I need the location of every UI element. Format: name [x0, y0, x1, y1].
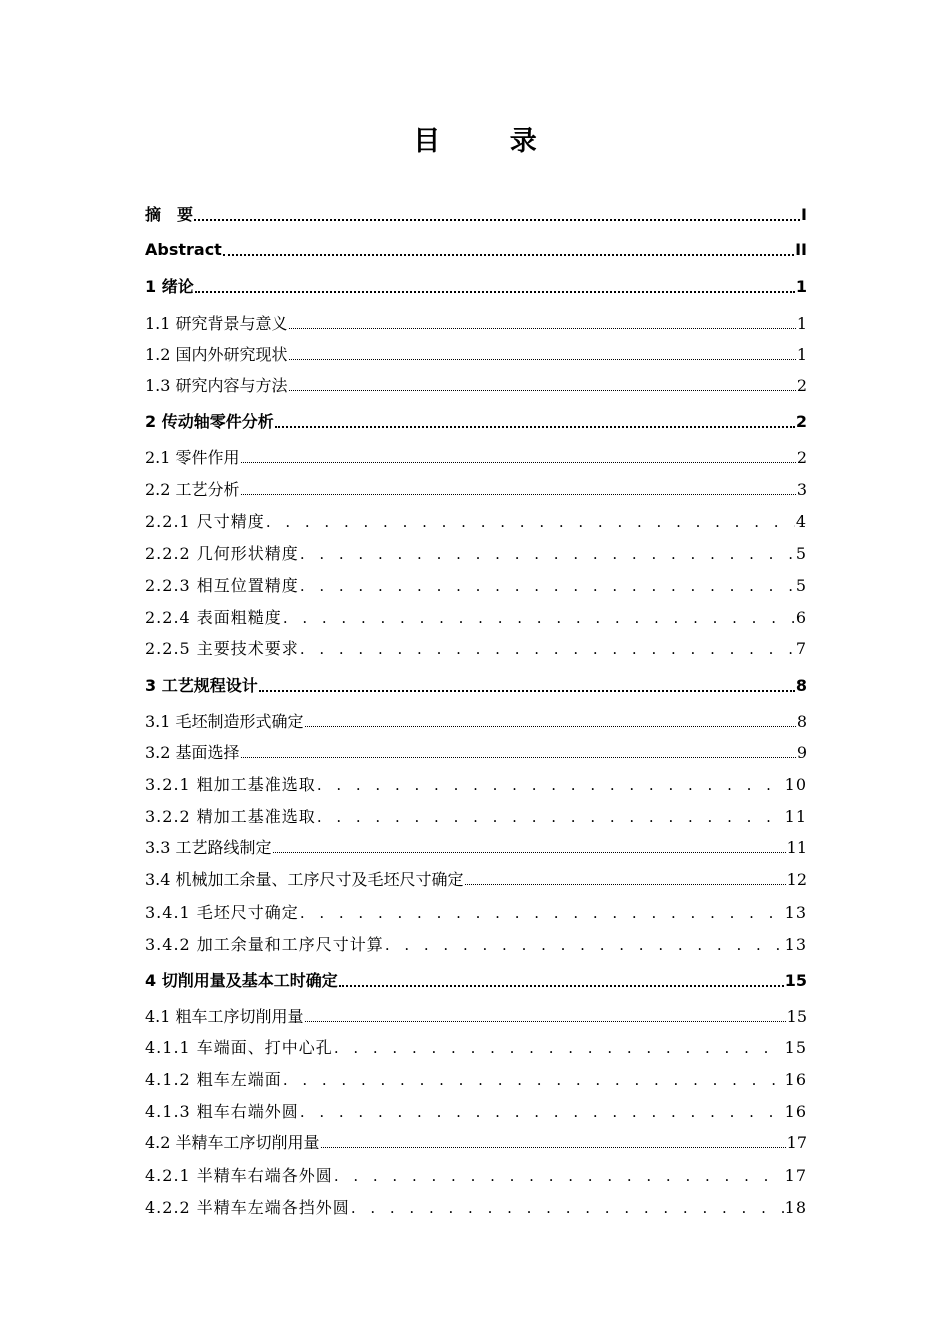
toc-entry-label: 4.2.2 半精车左端各挡外圆 — [145, 1198, 350, 1217]
toc-dot-leader — [300, 903, 784, 923]
toc-dot-leader — [289, 328, 796, 329]
toc-entry-page-number: 13 — [784, 903, 807, 922]
toc-entry-page-number: 9 — [796, 743, 807, 762]
toc-dot-leader — [321, 1147, 786, 1148]
toc-entry-page-number: 10 — [784, 775, 807, 794]
toc-entry-label: 4.1.1 车端面、打中心孔 — [145, 1038, 333, 1057]
toc-entry-page-number: 12 — [786, 870, 807, 889]
toc-dot-leader — [300, 639, 795, 659]
toc-entry-label: 1 绪论 — [145, 277, 194, 296]
toc-entry-label: 1.3 研究内容与方法 — [145, 376, 288, 395]
toc-dot-leader — [275, 426, 795, 428]
toc-entry[interactable] — [145, 438, 807, 468]
toc-dot-leader — [289, 390, 796, 391]
toc-entry-label: 3.3 工艺路线制定 — [145, 838, 272, 857]
toc-dot-leader — [259, 690, 795, 692]
toc-entry-page-number: 8 — [796, 712, 807, 731]
toc-dot-leader — [195, 291, 795, 293]
toc-entry-label: Abstract — [145, 240, 222, 259]
toc-entry-page-number: 2 — [796, 376, 807, 395]
toc-dot-leader — [241, 462, 796, 463]
toc-entry-label: 4.1.3 粗车右端外圆 — [145, 1102, 299, 1121]
toc-entry-page-number: 5 — [795, 576, 807, 595]
toc-entry[interactable] — [145, 470, 807, 500]
toc-dot-leader — [305, 726, 796, 727]
toc-entry-page-number: 3 — [796, 480, 807, 499]
toc-entry-label: 2.2.4 表面粗糙度 — [145, 608, 282, 627]
toc-entry-label: 3.2.1 粗加工基准选取 — [145, 775, 316, 794]
toc-dot-leader — [273, 852, 786, 853]
toc-entry-page-number: 15 — [784, 971, 807, 990]
toc-entry[interactable] — [145, 629, 807, 659]
toc-entry[interactable] — [145, 1028, 807, 1058]
toc-entry-label: 摘 要 — [145, 205, 194, 224]
toc-entry-page-number: II — [795, 240, 807, 259]
toc-dot-leader — [241, 494, 796, 495]
toc-entry-label: 3.4.1 毛坯尺寸确定 — [145, 903, 299, 922]
toc-dot-leader — [194, 219, 800, 221]
toc-dot-leader — [385, 935, 784, 955]
toc-entry-page-number: 11 — [786, 838, 807, 857]
toc-entry-page-number: 8 — [795, 676, 807, 695]
toc-dot-leader — [334, 1038, 784, 1058]
toc-entry-label: 3.4.2 加工余量和工序尺寸计算 — [145, 935, 384, 954]
toc-entry[interactable] — [145, 702, 807, 732]
toc-entry[interactable] — [145, 598, 807, 628]
toc-entry[interactable] — [145, 335, 807, 365]
toc-entry-page-number: 1 — [796, 314, 807, 333]
toc-dot-leader — [223, 254, 794, 256]
toc-entry-page-number: 1 — [795, 277, 807, 296]
toc-entry-label: 2.2 工艺分析 — [145, 480, 240, 499]
toc-entry-label: 4.2 半精车工序切削用量 — [145, 1133, 320, 1152]
toc-entry[interactable] — [145, 860, 807, 890]
toc-entry-label: 4 切削用量及基本工时确定 — [145, 971, 338, 990]
toc-dot-leader — [317, 775, 784, 795]
toc-entry-label: 1.2 国内外研究现状 — [145, 345, 288, 364]
toc-entry-label: 2.1 零件作用 — [145, 448, 240, 467]
toc-entry[interactable] — [145, 666, 807, 696]
toc-dot-leader — [339, 985, 784, 987]
toc-entry[interactable] — [145, 797, 807, 827]
page-title: 目 录 — [413, 126, 567, 157]
toc-entry-label: 2.2.3 相互位置精度 — [145, 576, 299, 595]
toc-entry-page-number: I — [801, 205, 807, 224]
toc-entry[interactable] — [145, 828, 807, 858]
toc-dot-leader — [300, 1102, 784, 1122]
toc-dot-leader — [351, 1198, 784, 1218]
toc-dot-leader — [465, 884, 786, 885]
toc-entry[interactable] — [145, 765, 807, 795]
toc-dot-leader — [241, 757, 796, 758]
toc-entry[interactable] — [145, 1188, 807, 1218]
toc-entry-label: 3 工艺规程设计 — [145, 676, 258, 695]
toc-entry-page-number: 16 — [784, 1102, 807, 1121]
toc-entry[interactable] — [145, 893, 807, 923]
toc-entry[interactable] — [145, 195, 807, 225]
toc-entry-label: 2.2.5 主要技术要求 — [145, 639, 299, 658]
toc-entry[interactable] — [145, 402, 807, 432]
toc-entry[interactable] — [145, 534, 807, 564]
toc-entry-label: 4.2.1 半精车右端各外圆 — [145, 1166, 333, 1185]
toc-dot-leader — [283, 1070, 784, 1090]
toc-entry[interactable] — [145, 502, 807, 532]
toc-entry[interactable] — [145, 1060, 807, 1090]
toc-entry[interactable] — [145, 230, 807, 260]
toc-entry[interactable] — [145, 267, 807, 297]
toc-dot-leader — [300, 576, 795, 596]
toc-entry-page-number: 17 — [786, 1133, 807, 1152]
toc-entry[interactable] — [145, 304, 807, 334]
toc-entry-label: 2.2.2 几何形状精度 — [145, 544, 299, 563]
toc-dot-leader — [283, 608, 795, 628]
toc-entry-page-number: 4 — [795, 512, 807, 531]
toc-entry-label: 1.1 研究背景与意义 — [145, 314, 288, 333]
toc-entry-page-number: 5 — [795, 544, 807, 563]
toc-dot-leader — [305, 1021, 786, 1022]
toc-entry-page-number: 1 — [796, 345, 807, 364]
toc-entry-page-number: 7 — [795, 639, 807, 658]
toc-entry-label: 3.1 毛坯制造形式确定 — [145, 712, 304, 731]
toc-entry-page-number: 18 — [784, 1198, 807, 1217]
toc-entry-page-number: 13 — [784, 935, 807, 954]
toc-entry[interactable] — [145, 1123, 807, 1153]
toc-entry-label: 3.2 基面选择 — [145, 743, 240, 762]
toc-entry-label: 3.4 机械加工余量、工序尺寸及毛坯尺寸确定 — [145, 870, 464, 889]
toc-entry-label: 2 传动轴零件分析 — [145, 412, 274, 431]
toc-entry[interactable] — [145, 925, 807, 955]
toc-dot-leader — [334, 1166, 784, 1186]
toc-entry-label: 2.2.1 尺寸精度 — [145, 512, 265, 531]
toc-entry-page-number: 17 — [784, 1166, 807, 1185]
toc-dot-leader — [317, 807, 784, 827]
toc-dot-leader — [289, 359, 796, 360]
toc-entry-label: 3.2.2 精加工基准选取 — [145, 807, 316, 826]
toc-entry[interactable] — [145, 733, 807, 763]
toc-entry[interactable] — [145, 366, 807, 396]
toc-entry-page-number: 15 — [784, 1038, 807, 1057]
toc-entry-page-number: 16 — [784, 1070, 807, 1089]
toc-entry-label: 4.1 粗车工序切削用量 — [145, 1007, 304, 1026]
toc-entry-page-number: 2 — [795, 412, 807, 431]
toc-dot-leader — [300, 544, 795, 564]
toc-entry-page-number: 11 — [784, 807, 807, 826]
toc-entry-page-number: 6 — [795, 608, 807, 627]
toc-entry-label: 4.1.2 粗车左端面 — [145, 1070, 282, 1089]
toc-entry[interactable] — [145, 566, 807, 596]
toc-entry-page-number: 2 — [796, 448, 807, 467]
toc-entry[interactable] — [145, 997, 807, 1027]
toc-dot-leader — [266, 512, 795, 532]
toc-entry[interactable] — [145, 1156, 807, 1186]
toc-entry-page-number: 15 — [786, 1007, 807, 1026]
toc-entry[interactable] — [145, 961, 807, 991]
toc-entry[interactable] — [145, 1092, 807, 1122]
